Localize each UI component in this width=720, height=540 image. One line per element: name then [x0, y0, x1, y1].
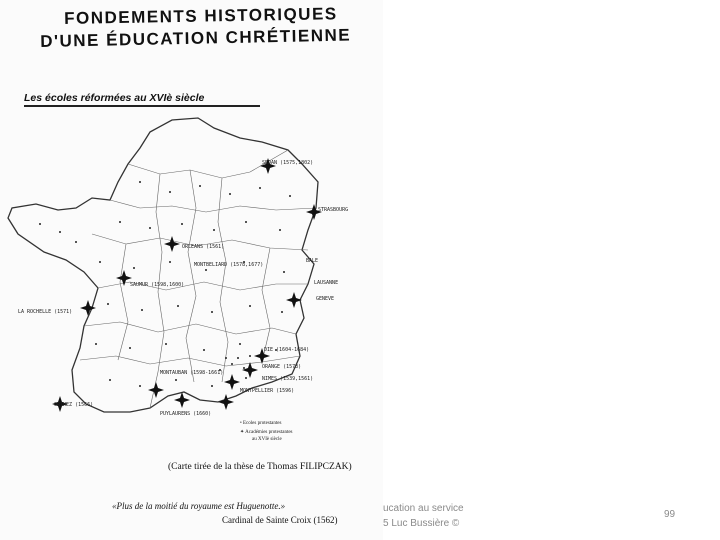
map-label: MONTAUBAN (1598-1661)	[160, 370, 224, 376]
map-label: MONTPELLIER (1596)	[240, 388, 295, 394]
scan-title-line-2: D'UNE ÉDUCATION CHRÉTIENNE	[40, 25, 352, 51]
page-number: 99	[664, 509, 676, 520]
scan-subtitle: Les écoles réformées au XVIè siècle	[24, 92, 205, 104]
map-label: SAUMUR (1598,1600)	[130, 282, 185, 288]
academy-star	[286, 292, 302, 308]
map-label: ORANGE (1573)	[262, 364, 302, 370]
map-label: STRASBOURG	[318, 207, 349, 213]
map-label: PUYLAURENS (1660)	[160, 411, 212, 417]
academy-star	[224, 374, 240, 390]
academy-star	[218, 394, 234, 410]
map-label: MONTBELIARD (1578,1677)	[194, 262, 264, 268]
map-label: NIMES (1539,1561)	[262, 376, 314, 382]
map-label: LA ROCHELLE (1571)	[18, 309, 73, 315]
academy-star	[148, 382, 164, 398]
map-label: SEDAN (1575,1802)	[262, 160, 314, 166]
academy-star	[164, 236, 180, 252]
map-label: GENEVE	[316, 296, 335, 302]
map-label: DIE (1604-1684)	[264, 347, 310, 353]
map-label: BALE	[306, 258, 319, 264]
map-label: ORTHEZ (1566)	[54, 402, 94, 408]
scan-title-line-1: FONDEMENTS HISTORIQUES	[64, 4, 338, 28]
quote: «Plus de la moitié du royaume est Huguenotte.»	[112, 501, 286, 511]
map-legend-schools: • Ecoles protestantes	[240, 421, 282, 426]
footer-text-line-2: 5 Luc Bussière ©	[383, 518, 460, 529]
academy-star	[242, 362, 258, 378]
quote-author: Cardinal de Sainte Croix (1562)	[222, 515, 338, 525]
subtitle-underline	[24, 105, 260, 107]
map-label: ORLEANS (1561)	[182, 244, 225, 250]
footer-text-line-1: ucation au service	[383, 503, 464, 514]
map-caption: (Carte tirée de la thèse de Thomas FILIPCZAK)	[168, 462, 352, 472]
map-legend-academies: ✦ Académies protestantes	[240, 430, 293, 435]
map-legend-century: au XVIè siècle	[252, 437, 282, 442]
map-label: LAUSANNE	[314, 280, 339, 286]
